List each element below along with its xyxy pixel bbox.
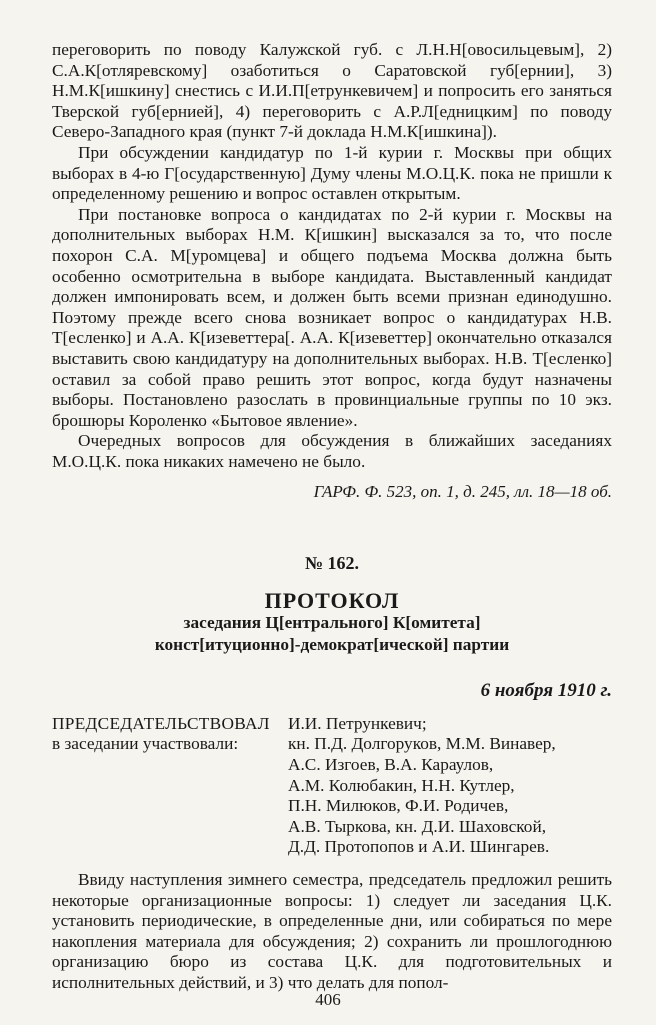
participant-line: П.Н. Милюков, Ф.И. Родичев, (288, 796, 509, 816)
participant-line: А.С. Изгоев, В.А. Караулов, (288, 755, 494, 775)
participant-line: кн. П.Д. Долгоруков, М.М. Винавер, (288, 734, 556, 754)
participant-line: А.М. Колюбакин, Н.Н. Кутлер, (288, 775, 515, 795)
archive-source-reference: ГАРФ. Ф. 523, оп. 1, д. 245, лл. 18—18 об. (313, 482, 612, 502)
chairman-label: ПРЕДСЕДАТЕЛЬСТВОВАЛ (52, 713, 270, 733)
paragraph-4: Очередных вопросов для обсуждения в ближайших заседаниях М.О.Ц.К. пока никаких намечено не было. (52, 431, 612, 471)
chairman-name: И.И. Петрункевич; (288, 713, 427, 733)
document-date: 6 ноября 1910 г. (480, 680, 612, 702)
paragraph-2: При обсуждении кандидатур по 1-й курии г. Москвы при общих выборах в 4-ю Г[осударственную] Думу члены М.О.Ц.К. пока не пришли к определенному решению и вопрос оставлен открытым. (52, 142, 612, 204)
document-page (52, 40, 612, 994)
participant-line: А.В. Тыркова, кн. Д.И. Шаховской, (288, 816, 547, 836)
participants-list (288, 734, 612, 858)
paragraph-3: При постановке вопроса о кандидатах по 2-й курии г. Москвы на дополнительных выборах Н.М. К[ишкин] высказался за то, что после похорон С.А. М[уромцева] и общего подъема Москва должна быть особенно осмотрительна в выборе кандидата. Выставленный кандидат должен импонировать всем, и должен быть всеми признан единодушно. Поэтому прежде всего снова возникает вопрос о кандидатурах Н.В. Т[есленко] и А.А. К[изеветтера[. А.А. К[изеветтер] окончательно отказался выставить свою кандидатуру на дополнительных выборах. Н.В. Т[есленко] оставил за собой право решить этот вопрос, когда будут назначены выборы. Постановлено разослать в провинциальные группы по 10 экз. брошюры Короленко «Бытовое явление». (52, 204, 612, 430)
paragraph-5: Ввиду наступления зимнего семестра, председатель предложил решить некоторые организационные вопросы: 1) следует ли заседания Ц.К. установить периодические, в определенные дни, или собираться по мере накопления материала для обсуждения; 2) сохранить ли прошлогоднюю организацию бюро из состава Ц.К. для подготовительных и исполнительных действий, и 3) что делать для попол- (52, 870, 612, 992)
document-subtitle-line-1: заседания Ц[ентрального] К[омитета] (183, 613, 481, 633)
participant-line: Д.Д. Протопопов и А.И. Шингарев. (288, 837, 550, 857)
page-number: 406 (315, 990, 341, 1009)
document-subtitle-line-2: конст[итуционно]-демократ[ической] партии (154, 635, 510, 655)
document-number: № 162. (304, 553, 360, 574)
participants-block (52, 734, 612, 858)
participants-label: в заседании участвовали: (52, 734, 239, 754)
chairman-row (52, 714, 612, 735)
paragraph-1: переговорить по поводу Калужской губ. с Л.Н.Н[овосильцевым], 2) С.А.К[отляревскому] озаботиться о Саратовской губ[ернии], 3) Н.М.К[ишкину] снестись с И.И.П[етрункевичем] и попросить его заняться Тверской губ[ернией], 4) переговорить с А.Р.Л[едницким] по поводу Северо-Западного края (пункт 7-й доклада Н.М.К[ишкина]). (52, 40, 612, 142)
document-title: ПРОТОКОЛ (264, 587, 400, 613)
